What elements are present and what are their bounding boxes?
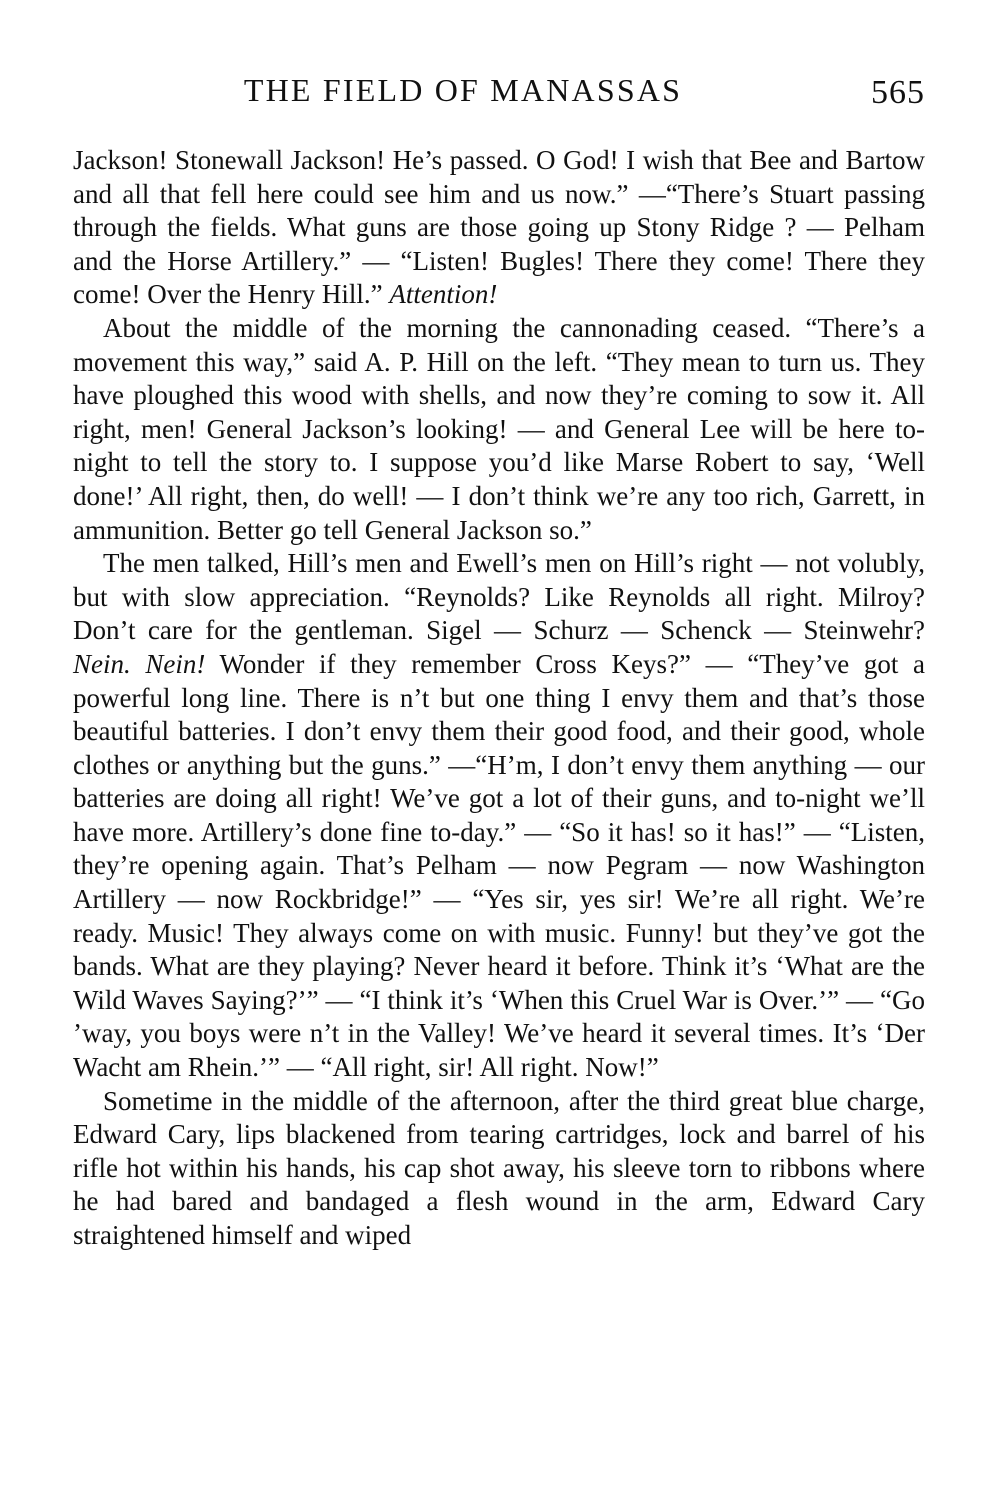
paragraph-3-text-b: Wonder if they remember Cross Keys?” — “They’ve got a powerful long line. There is n’t but one thing I envy them and that’s those beautiful batteries. I don’t envy them their good food, and their good, whole clothes or anything but the guns.” —“H’m, I don’t envy them anything — our batteries are doing all right! We’ve got a lot of their guns, and to-night we’ll have more. Artillery’s done fine to-day.” — “So it has! so it has!” — “Listen, they’re opening again. That’s Pelham — now Pegram — now Washington Artillery — now Rockbridge!” — “Yes sir, yes sir! We’re all right. We’re ready. Music! They always come on with music. Funny! but they’ve got the bands. What are they playing? Never heard it before. Think it’s ‘What are the Wild Waves Saying?’” — “I think it’s ‘When this Cruel War is Over.’” — “Go ’way, you boys were n’t in the Valley! We’ve heard it several times. It’s ‘Der Wacht am Rhein.’” — “All right, sir! All right. Now!” <box>73 648 925 1083</box>
paragraph-1-text: Jackson! Stonewall Jackson! He’s passed. O God! I wish that Bee and Bartow and all that fell here could see him and us now.” —“There’s Stuart passing through the fields. What guns are those going up Stony Ridge ? — Pelham and the Horse Artillery.” — “Listen! Bugles! There they come! There they come! Over the Henry Hill.” <box>73 145 925 310</box>
running-head <box>73 68 925 120</box>
book-page <box>73 68 925 1253</box>
paragraph-4 <box>73 1085 925 1253</box>
paragraph-2-text: About the middle of the morning the cannonading ceased. “There’s a movement this way,” said A. P. Hill on the left. “They mean to turn us. They have ploughed this wood with shells, and now they’re coming to sow it. All right, men! General Jackson’s looking! — and General Lee will be here to-night to tell the story to. I suppose you’d like Marse Robert to say, ‘Well done!’ All right, then, do well! — I don’t think we’re any too rich, Garrett, in ammunition. Better go tell General Jackson so.” <box>73 312 925 545</box>
page-number: 565 <box>871 74 925 111</box>
paragraph-1-italic: Attention! <box>389 279 498 310</box>
paragraph-4-text: Sometime in the middle of the afternoon, after the third great blue charge, Edward Cary, lips blackened from tearing cartridges, lock and barrel of his rifle hot within his hands, his cap shot away, his sleeve torn to ribbons where he had bared and bandaged a flesh wound in the arm, Edward Cary straightened himself and wiped <box>73 1085 925 1250</box>
paragraph-3-italic: Nein. Nein! <box>73 648 206 679</box>
paragraph-1 <box>73 144 925 312</box>
paragraph-3 <box>73 547 925 1085</box>
paragraph-3-text-a: The men talked, Hill’s men and Ewell’s men on Hill’s right — not volubly, but with slow appreciation. “Reynolds? Like Reynolds all right. Milroy? Don’t care for the gentleman. Sigel — Schurz — Schenck — Steinwehr? <box>73 548 925 646</box>
running-title: THE FIELD OF MANASSAS <box>243 72 683 108</box>
body-text <box>73 144 925 1253</box>
paragraph-2 <box>73 312 925 547</box>
